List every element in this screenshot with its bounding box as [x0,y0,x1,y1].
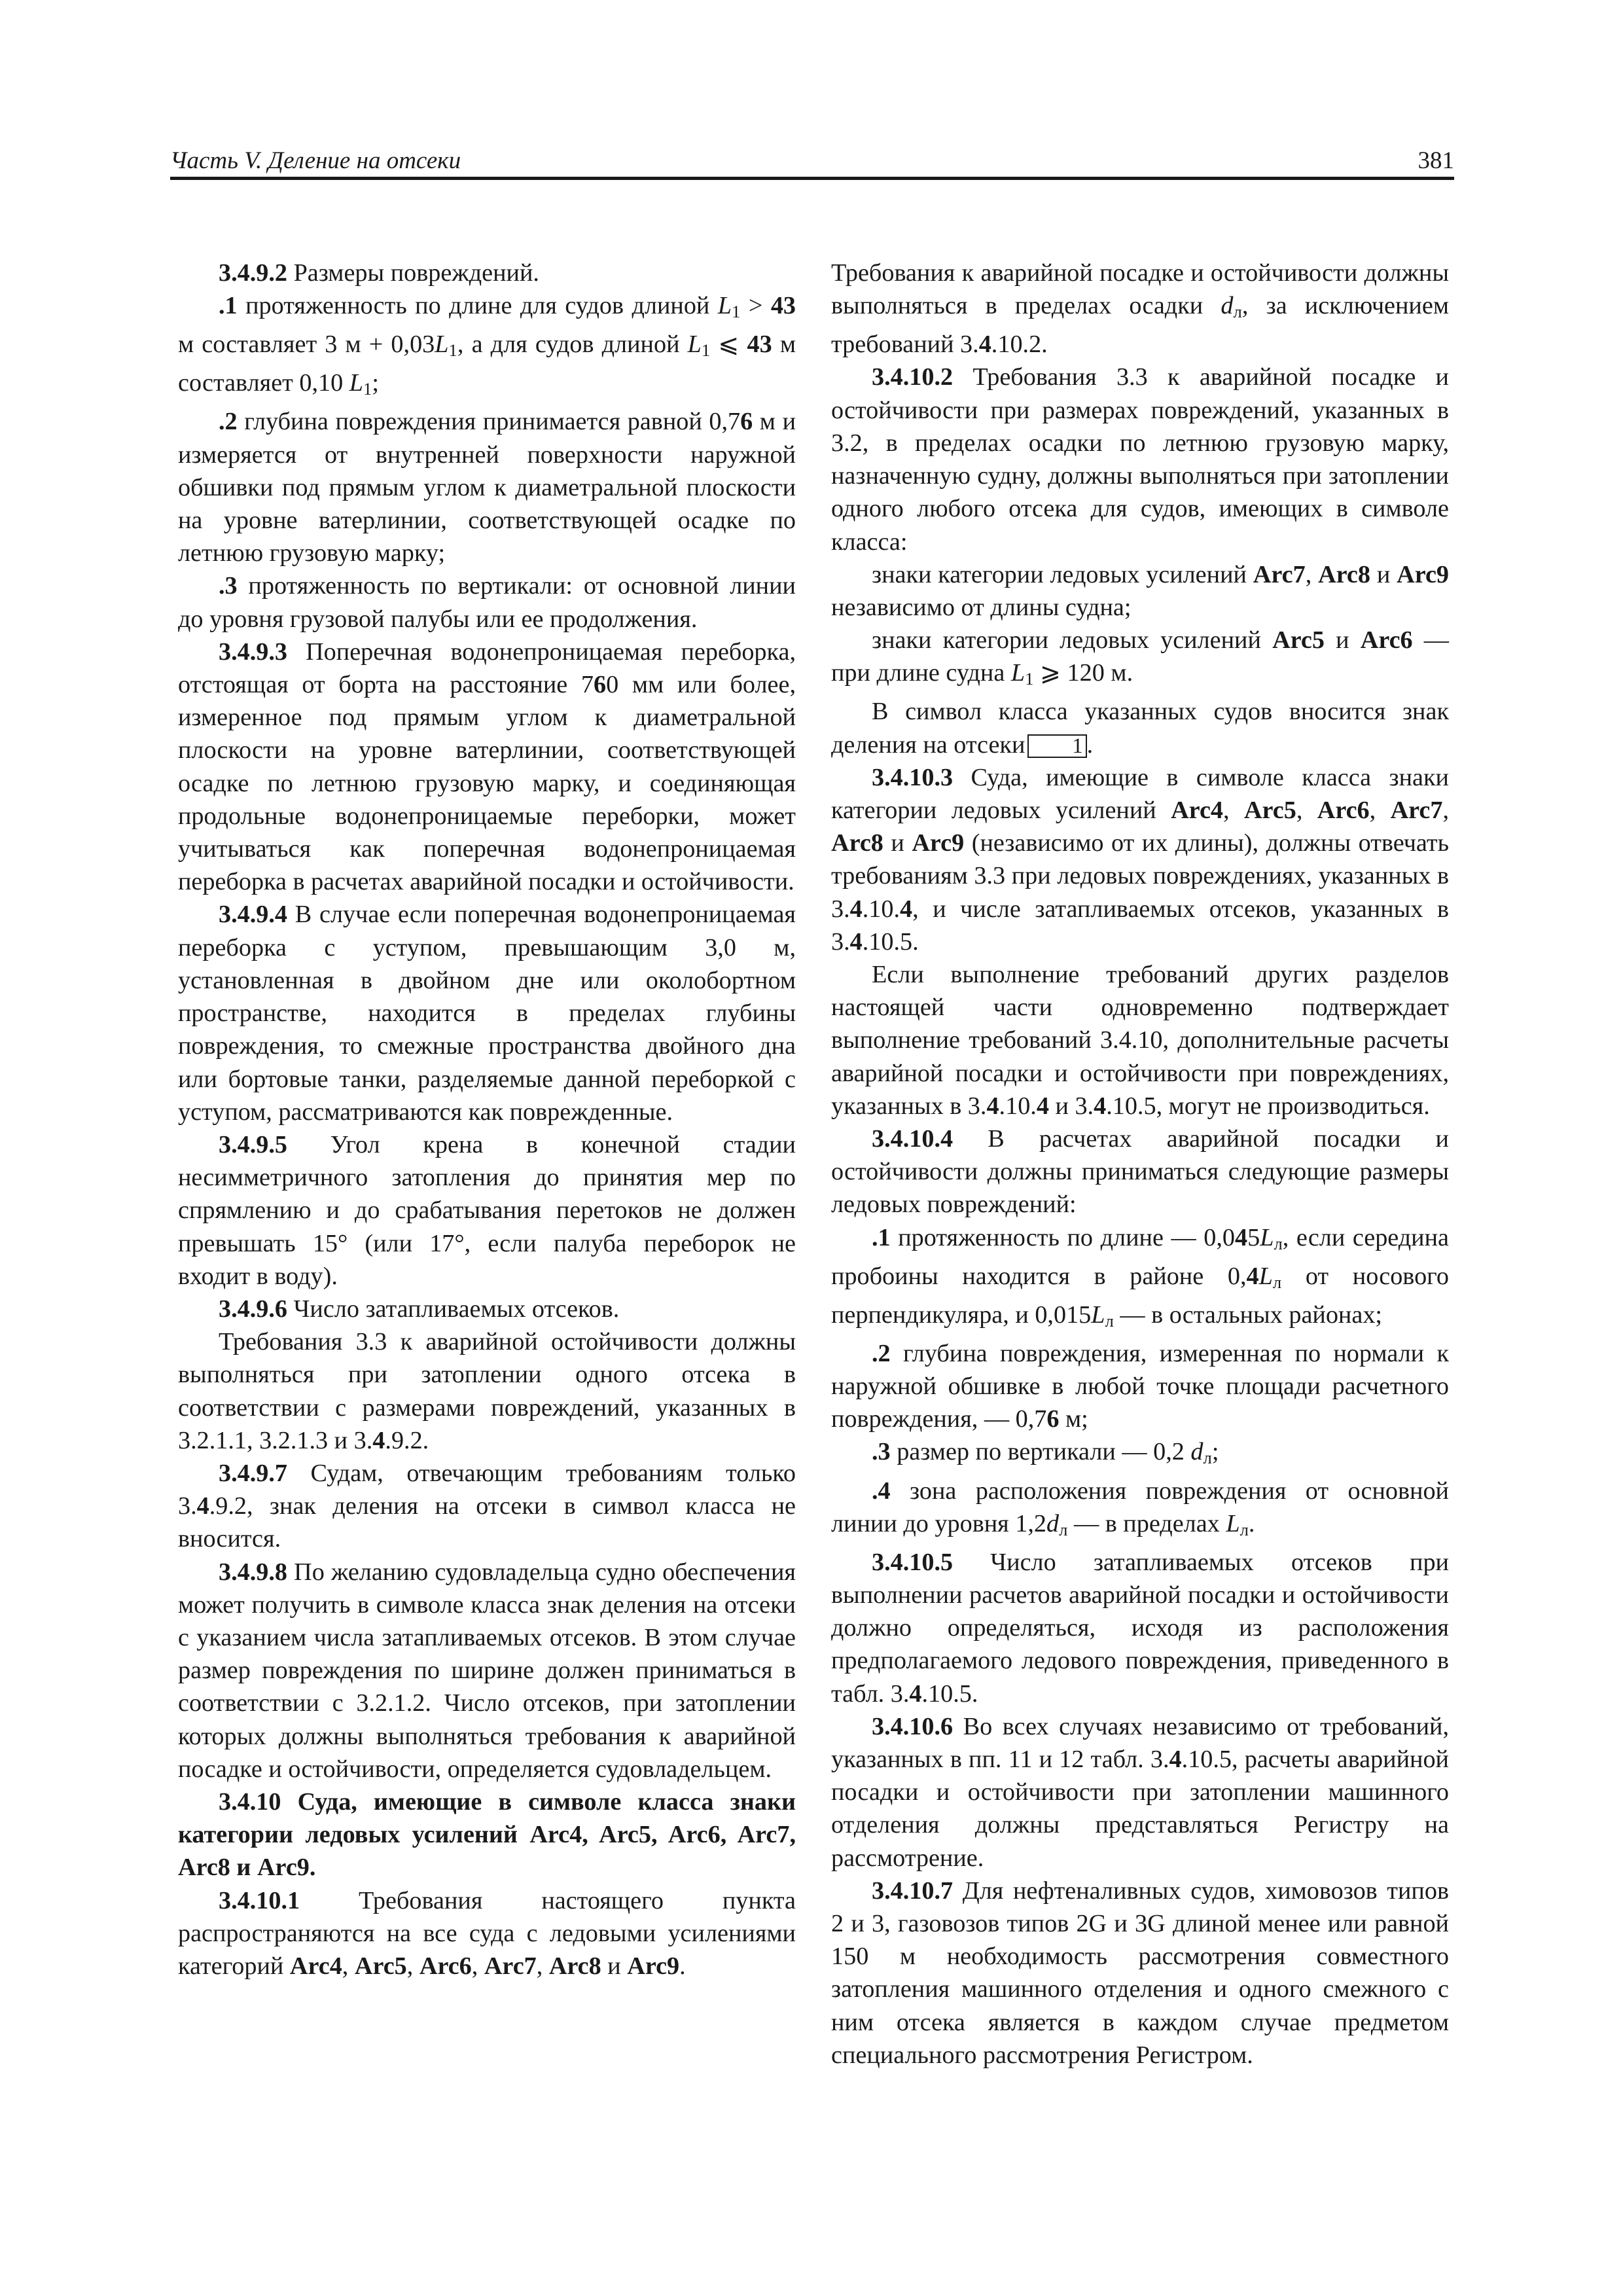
clause-number: 3.4.9.8 [219,1558,288,1586]
subscript: л [1240,1519,1249,1539]
bold-digit: 4 [1169,1746,1182,1774]
subscript: л [1059,1519,1068,1539]
bold-digit: 4 [1235,1223,1248,1251]
bold-digit: 6 [740,408,753,436]
paragraph-text: .10.5. [921,1679,978,1708]
paragraph-text: Угол крена в конечной стадии несимметричного затопления до принятия мер по спрямлению и до срабатывания перетоков не должен превышать 15° (или 17°, если палуба переборок не входит в воду). [178,1130,796,1290]
bold-digit: 4 [849,895,863,923]
section-heading: 3.4.10 Суда, имеющие в символе класса знаки категории ледовых усилений Arc4, Arc5, Arc6, Arc7, Arc8 и Arc9. [178,1787,796,1882]
right-column [831,257,1449,2072]
symbol: L [1010,659,1026,687]
separator: , [1223,797,1244,824]
bold-digit: 4 [978,331,991,359]
paragraph-text: .9.2, знак деления на отсеки в символ класса не вносится. [178,1492,796,1553]
bold-digit: 4 [986,1092,999,1120]
paragraph-text: Требования 3.3 к аварийной остойчивости должны выполняться при затоплении одного отсека в соответствии с размерами повреждений, указанных в 3.2.1.1, 3.2.1.3 и 3. [178,1328,796,1454]
paragraph-text: .10.2. [991,331,1048,359]
clause-number: 3.4.10.5 [872,1548,954,1576]
symbol: L [687,331,702,359]
ice-class-mark: Arc7 [1390,797,1443,824]
ice-class-mark: Arc5 [1243,797,1296,824]
paragraph [178,636,796,899]
paragraph [831,558,1449,624]
ice-class-mark: Arc9 [912,829,965,857]
paragraph [831,1475,1449,1546]
paragraph-text: .10.5, могут не производиться. [1106,1092,1430,1120]
separator: и [1324,626,1361,655]
subscript: 1 [732,302,741,322]
paragraph-text: протяженность по длине для судов длиной [237,292,718,320]
subscript: 1 [701,340,711,361]
symbol: L [1260,1223,1274,1251]
bold-digit: 6 [593,671,607,699]
paragraph-text: В расчетах аварийной посадки и остойчивости должны приниматься следующие размеры ледовых повреждений: [831,1125,1449,1219]
paragraph [178,1128,796,1293]
paragraph [178,1884,796,1983]
paragraph-text: 0 мм или более, измеренное под прямым углом к диаметральной плоскости на уровне ватерлинии, соответствующей осадке по летнюю грузовую марку, и соединяющая продольные водонепроницаемые переборки, может учитываться как поперечная водонепроницаемая переборка в расчетах аварийной посадки и остойчивости. [178,671,796,896]
paragraph-text: ⩾ 120 м. [1033,659,1133,687]
paragraph [178,898,796,1128]
ice-class-mark: Arc6 [419,1952,472,1980]
paragraph [178,289,796,405]
paragraph-text: — в пределах [1067,1509,1226,1537]
paragraph [178,1325,796,1457]
bold-value: 43 [747,331,772,359]
clause-number: 3.4.10.1 [219,1886,300,1914]
paragraph-text: 5 [1247,1223,1260,1251]
bold-digit: 4 [909,1679,922,1708]
item-number: .1 [219,292,238,320]
paragraph-text: Если выполнение требований других разделов настоящей части одновременно подтверждает выполнение требований 3.4.10, дополнительные расчеты аварийной посадки и остойчивости при повреждениях, указанных в 3. [831,961,1449,1120]
paragraph [831,257,1449,361]
item-number: .3 [872,1438,891,1466]
paragraph-text: .10.5, расчеты аварийной посадки и остойчивости при затоплении машинного отделения должны представляться Регистру на рассмотрение. [831,1746,1449,1872]
paragraph [831,1546,1449,1710]
paragraph-text: В случае если поперечная водонепроницаемая переборка с уступом, превышающим 3,0 м, установленная в двойном дне или околобортном пространстве, находится в пределах глубины повреждения, то смежные пространства двойного дна или бортовые танки, разделяемые данной переборкой с уступом, рассматриваются как поврежденные. [178,901,796,1126]
clause-number: 3.4.10.4 [872,1125,954,1153]
paragraph [831,761,1449,958]
paragraph-text: Требования настоящего пункта распространяются на все суда с ледовыми усилениями категорий [178,1886,796,1980]
paragraph-text: , если середина пробоины находится в районе 0, [831,1223,1449,1290]
clause-number: 3.4.10.3 [872,763,954,791]
symbol: L [1226,1509,1240,1537]
clause-number: 3.4.9.4 [219,901,288,929]
subscript: 1 [1025,669,1034,689]
paragraph-text: Число затапливаемых отсеков. [287,1295,620,1323]
subscript: л [1203,1448,1212,1468]
paragraph [831,958,1449,1122]
separator: и [1370,560,1397,588]
page-number: 381 [1418,147,1454,174]
bold-digit: 4 [1246,1262,1259,1290]
paragraph [178,405,796,569]
paragraph [178,1556,796,1785]
paragraph-text: .10. [999,1092,1037,1120]
symbol: d [1046,1509,1060,1537]
paragraph-text: глубина повреждения, измеренная по нормали к наружной обшивке в любой точке площади расчетного повреждения, — 0,7 [831,1339,1449,1433]
paragraph-text: .10.5. [862,927,919,956]
subscript: л [1105,1310,1114,1331]
clause-number: 3.4.10.7 [872,1876,954,1905]
paragraph-text: .10. [862,895,901,923]
paragraph-text: Во всех случаях независимо от требований, указанных в пп. 11 и 12 табл. 3. [831,1712,1449,1774]
paragraph-text: Поперечная водонепроницаемая переборка, отстоящая от борта на расстояние 7 [178,637,796,699]
separator: , [1369,797,1391,824]
clause-number: 3.4.9.2 [219,259,288,287]
separator: , [406,1952,419,1980]
item-number: .4 [872,1477,891,1505]
paragraph-text: м составляет 0,10 [178,331,796,397]
symbol: L [1258,1262,1273,1290]
bold-digit: 4 [1036,1092,1049,1120]
subscript: л [1274,1233,1283,1253]
paragraph-text: По желанию судовладельца судно обеспечения может получить в символе класса знак деления на отсеки с указанием числа затапливаемых отсеков. В этом случае размер повреждения по ширине должен приниматься в соответствии с 3.2.1.2. Число отсеков, при затоплении которых должны выполняться требования к аварийной посадке и остойчивости, определяется судовладельцем. [178,1558,796,1783]
bold-digit: 4 [900,895,913,923]
ice-class-mark: Arc7 [484,1952,537,1980]
separator: , [536,1952,549,1980]
bold-value: 43 [770,292,796,320]
ice-class-mark: Arc8 [1318,560,1370,588]
paragraph-text: знаки категории ледовых усилений [872,560,1253,588]
ice-class-mark: Arc5 [1272,626,1325,655]
symbol: L [435,331,449,359]
clause-number: 3.4.10.6 [872,1712,954,1740]
symbol: L [1091,1300,1105,1329]
paragraph [831,695,1449,761]
item-number: .3 [219,572,238,600]
paragraph-text: и 3. [1048,1092,1094,1120]
paragraph-text: .9.2. [385,1426,429,1454]
ice-class-mark: Arc8 [831,829,883,857]
bold-digit: 4 [849,927,863,956]
paragraph-text: глубина повреждения принимается равной 0,7 [237,408,741,436]
subdivision-mark-box: 1 [1027,734,1086,758]
paragraph-text: протяженность по длине — 0,0 [890,1223,1235,1251]
separator: и [883,829,912,857]
left-column [178,257,796,1982]
paragraph-text: Размеры повреждений. [287,259,539,287]
separator: . [679,1952,686,1980]
paragraph-text: , а для судов длиной [457,331,688,359]
paragraph [831,1221,1449,1337]
symbol: d [1221,292,1234,320]
paragraph-text: м; [1059,1405,1088,1433]
paragraph-text: — при длине судна [831,626,1449,687]
item-number: .1 [872,1223,891,1251]
paragraph-text: (независимо от их длины), должны отвечать требованиям 3.3 при ледовых повреждениях, указанных в 3. [831,829,1449,923]
paragraph [178,1457,796,1556]
paragraph [831,1874,1449,2072]
separator: . [1086,730,1094,759]
ice-class-mark: Arc4 [289,1952,342,1980]
paragraph [178,1293,796,1325]
subscript: 1 [363,379,372,399]
paragraph-text: размер по вертикали — 0,2 [890,1438,1191,1466]
item-number: .2 [219,408,238,436]
paragraph [178,569,796,635]
subscript: л [1272,1272,1282,1292]
separator: , [1442,797,1450,824]
symbol: d [1190,1438,1204,1466]
ice-class-mark: Arc8 [548,1952,601,1980]
paragraph [831,1122,1449,1221]
paragraph-text: м и измеряется от внутренней поверхности наружной обшивки под прямым углом к диаметральной плоскости на уровне ватерлинии, соответствующей осадке по летнюю грузовую марку; [178,408,796,567]
paragraph-text: ; [372,369,380,397]
clause-number: 3.4.9.6 [219,1295,288,1323]
paragraph-text: , и числе затапливаемых отсеков, указанных в 3. [831,895,1449,956]
paragraph-text: независимо от длины судна; [831,593,1132,621]
paragraph [831,1337,1449,1436]
separator: , [342,1952,355,1980]
paragraph [178,257,796,289]
paragraph-text: Требования 3.3 к аварийной посадке и остойчивости при размерах повреждений, указанных в 3.2, в пределах осадки по летнюю грузовую марку, назначенную судну, должны выполняться при затоплении одного любого отсека для судов, имеющих в символе класса: [831,363,1449,556]
paragraph-text: м составляет 3 м + 0,03 [178,331,435,359]
clause-number: 3.4.9.5 [219,1130,288,1158]
paragraph-text: > [740,292,771,320]
paragraph-text: ⩽ [710,331,747,359]
paragraph-text: от носового перпендикуляра, и 0,015 [831,1262,1449,1329]
paragraph-text: Суда, имеющие в символе класса знаки категории ледовых усилений [831,763,1449,824]
paragraph-text: , за исключением требований 3. [831,292,1449,359]
ice-class-mark: Arc4 [1171,797,1223,824]
running-header [170,143,1454,180]
ice-class-mark: Arc6 [1360,626,1413,655]
clause-number: 3.4.9.3 [219,637,288,666]
symbol: L [349,369,364,397]
separator: , [1305,560,1319,588]
ice-class-mark: Arc7 [1253,560,1306,588]
paragraph [831,361,1449,558]
ice-class-mark: Arc6 [1317,797,1370,824]
paragraph [831,624,1449,695]
paragraph-text: Для нефтеналивных судов, химовозов типов 2 и 3, газовозов типов 2G и 3G длиной менее или равной 150 м необходимость рассмотрения совместного затопления машинного отделения и одного смежного с ним отсека является в каждом случае предметом специального рассмотрения Регистром. [831,1876,1449,2069]
clause-number: 3.4.9.7 [219,1459,288,1487]
section-title: Часть V. Деление на отсеки [170,147,461,174]
bold-digit: 4 [372,1426,385,1454]
paragraph-text: В символ класса указанных судов вносится знак деления на отсеки [831,698,1449,759]
paragraph-text: протяженность по вертикали: от основной линии до уровня грузовой палубы или ее продолжения. [178,572,796,633]
paragraph-text: Требования к аварийной посадке и остойчивости должны выполняться в пределах осадки [831,259,1449,320]
separator: , [471,1952,484,1980]
paragraph-text: . [1248,1509,1255,1537]
subscript: л [1233,302,1242,322]
paragraph-text: знаки категории ледовых усилений [872,626,1273,655]
paragraph [831,1435,1449,1474]
paragraph-text: ; [1211,1438,1219,1466]
bold-digit: 6 [1046,1405,1060,1433]
ice-class-mark: Arc9 [1397,560,1450,588]
separator: и [601,1952,628,1980]
separator: , [1296,797,1317,824]
paragraph-text: — в остальных районах; [1113,1300,1383,1329]
clause-number: 3.4.10.2 [872,363,954,391]
ice-class-mark: Arc9 [627,1952,680,1980]
bold-digit: 4 [196,1492,209,1520]
paragraph-text: Судам, отвечающим требованиям только 3. [178,1459,796,1520]
item-number: .2 [872,1339,891,1367]
subscript: 1 [448,340,457,361]
paragraph [831,1710,1449,1874]
ice-class-mark: Arc5 [354,1952,407,1980]
symbol: L [717,292,732,320]
paragraph-text: Число затапливаемых отсеков при выполнении расчетов аварийной посадки и остойчивости должно определяться, исходя из расположения предполагаемого ледового повреждения, приведенного в табл. 3. [831,1548,1449,1708]
bold-digit: 4 [1094,1092,1107,1120]
paragraph-text: зона расположения повреждения от основной линии до уровня 1,2 [831,1477,1449,1537]
